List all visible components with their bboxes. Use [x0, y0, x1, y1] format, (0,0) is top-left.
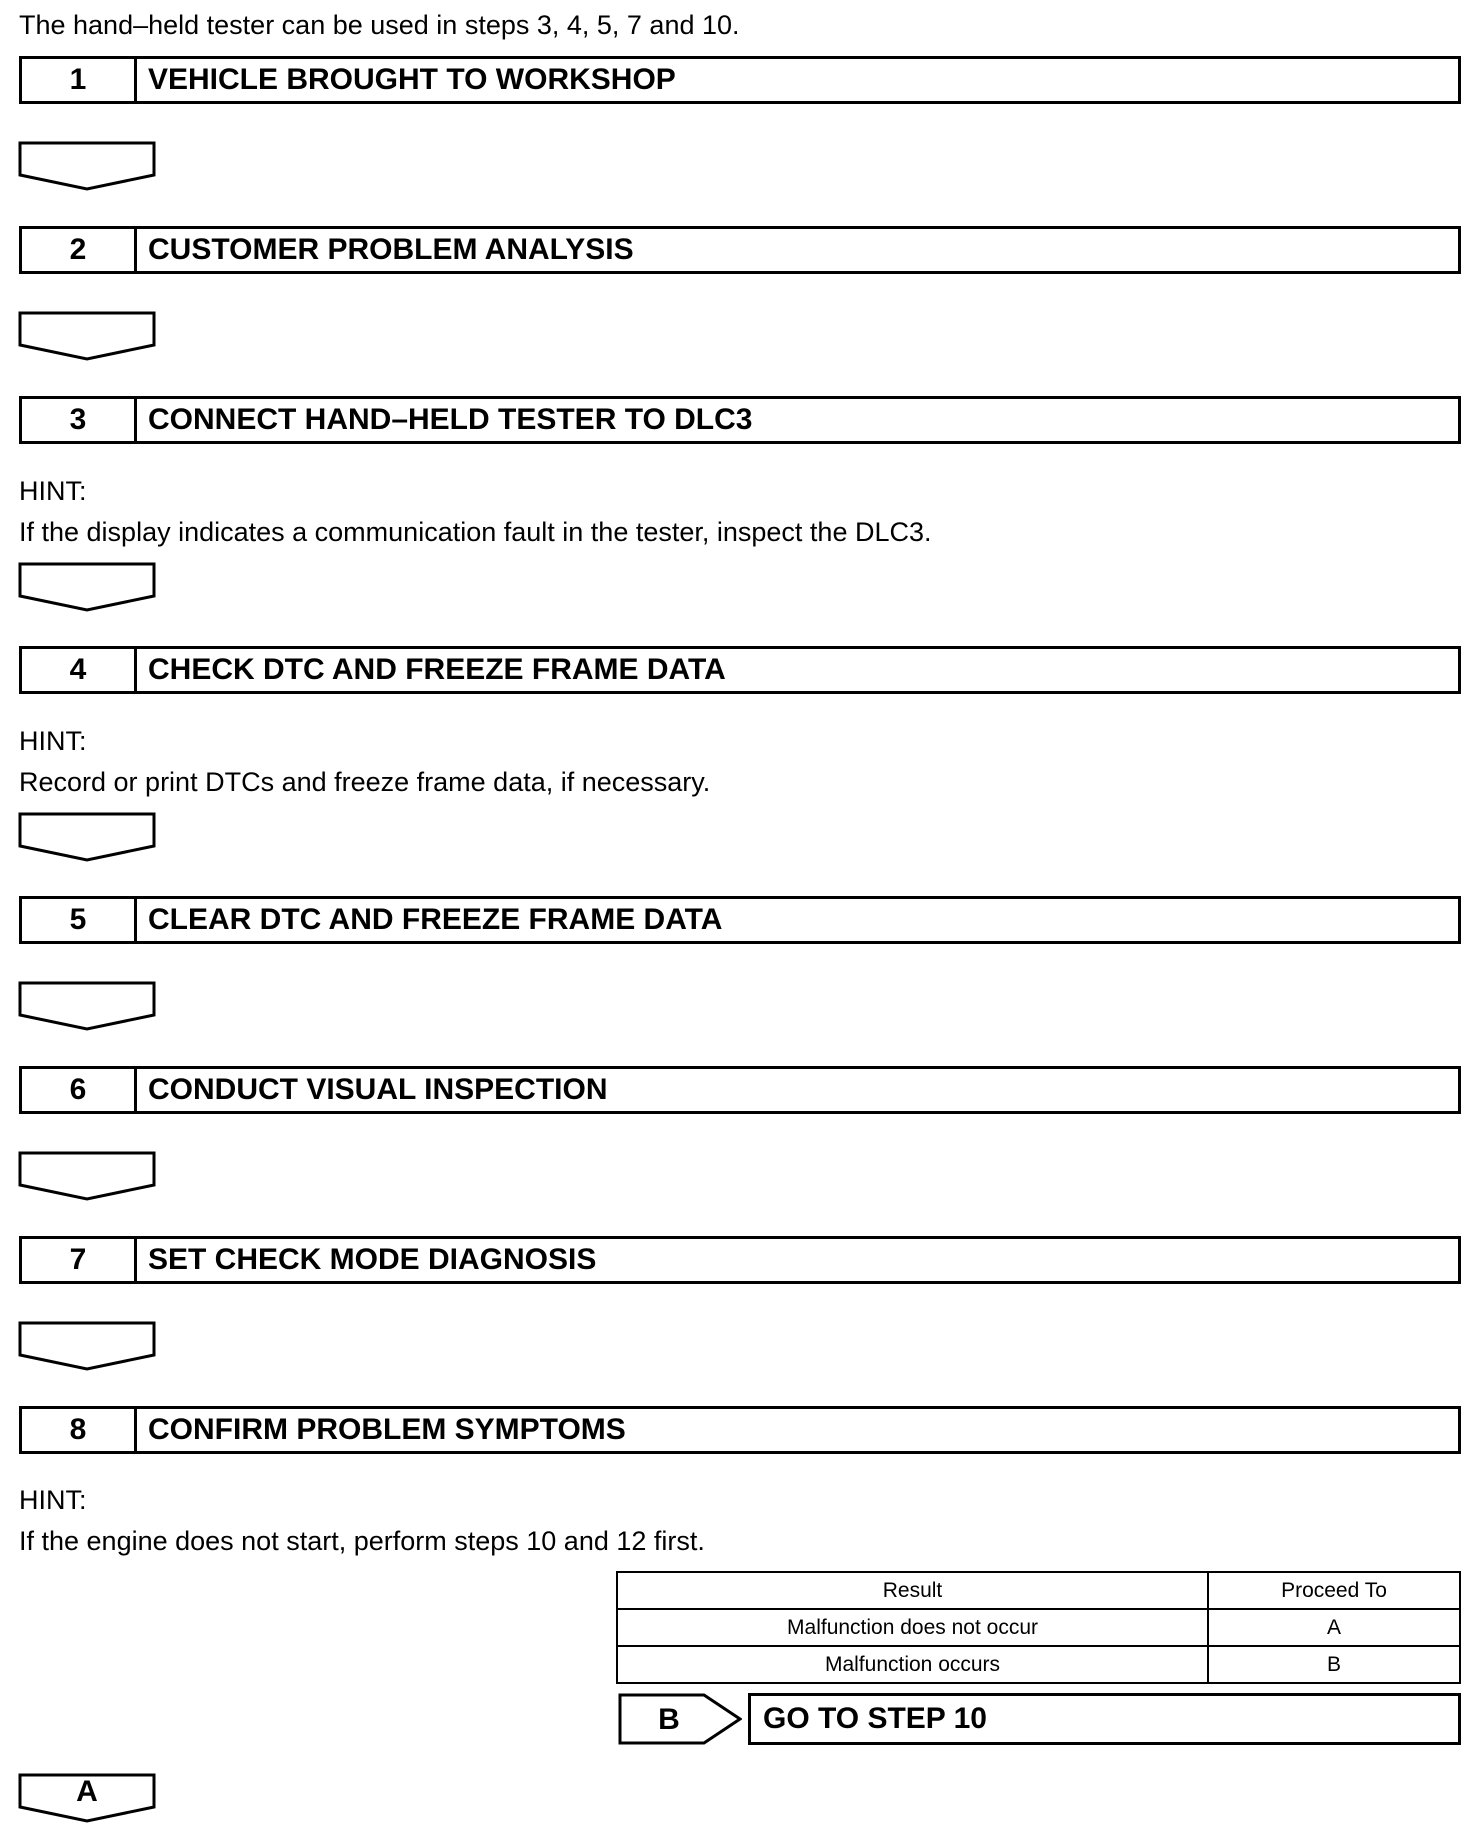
flow-arrow-icon	[18, 311, 156, 361]
step-number: 3	[22, 399, 137, 441]
result-table	[616, 1571, 1461, 1684]
step-4	[19, 646, 1461, 694]
step-number: 5	[22, 899, 137, 941]
step-number: 4	[22, 649, 137, 691]
flow-arrow-icon	[18, 562, 156, 612]
step-title: SET CHECK MODE DIAGNOSIS	[148, 1243, 597, 1276]
goto-text: GO TO STEP 10	[748, 1693, 1461, 1745]
hint-label: HINT:	[19, 726, 87, 756]
step-6	[19, 1066, 1461, 1114]
step-title: CONDUCT VISUAL INSPECTION	[148, 1073, 608, 1106]
table-cell-proceed-to: A	[1208, 1609, 1460, 1646]
step-title: CLEAR DTC AND FREEZE FRAME DATA	[148, 903, 723, 936]
branch-label: A	[76, 1775, 98, 1808]
flow-arrow-icon	[18, 1321, 156, 1371]
step-title: VEHICLE BROUGHT TO WORKSHOP	[148, 63, 676, 96]
hint-label: HINT:	[19, 476, 87, 506]
table-header-proceed-to: Proceed To	[1208, 1572, 1460, 1609]
flow-arrow-icon	[18, 981, 156, 1031]
table-header-row	[617, 1572, 1460, 1609]
step-7	[19, 1236, 1461, 1284]
step-1	[19, 56, 1461, 104]
table-cell-proceed-to: B	[1208, 1646, 1460, 1683]
flow-arrow-a	[18, 1773, 156, 1823]
flow-arrow-icon	[18, 141, 156, 191]
step-5	[19, 896, 1461, 944]
hint-label: HINT:	[19, 1485, 87, 1515]
step-8	[19, 1406, 1461, 1454]
table-cell-result: Malfunction does not occur	[617, 1609, 1208, 1646]
goto-step-10[interactable]	[618, 1693, 1461, 1745]
branch-label: B	[658, 1703, 680, 1736]
step-number: 1	[22, 59, 137, 101]
step-title: CHECK DTC AND FREEZE FRAME DATA	[148, 653, 726, 686]
step-2	[19, 226, 1461, 274]
hint-text: Record or print DTCs and freeze frame data, if necessary.	[19, 767, 711, 797]
step-number: 6	[22, 1069, 137, 1111]
step-number: 7	[22, 1239, 137, 1281]
table-cell-result: Malfunction occurs	[617, 1646, 1208, 1683]
step-3	[19, 396, 1461, 444]
step-number: 8	[22, 1409, 137, 1451]
step-title: CONNECT HAND–HELD TESTER TO DLC3	[148, 403, 753, 436]
step-title: CUSTOMER PROBLEM ANALYSIS	[148, 233, 634, 266]
flow-arrow-icon	[18, 812, 156, 862]
intro-text: The hand–held tester can be used in steps 3, 4, 5, 7 and 10.	[19, 10, 740, 40]
table-row	[617, 1609, 1460, 1646]
table-row	[617, 1646, 1460, 1683]
step-title: CONFIRM PROBLEM SYMPTOMS	[148, 1413, 626, 1446]
hint-text: If the engine does not start, perform steps 10 and 12 first.	[19, 1526, 705, 1556]
step-number: 2	[22, 229, 137, 271]
flow-arrow-icon	[18, 1151, 156, 1201]
table-header-result: Result	[617, 1572, 1208, 1609]
hint-text: If the display indicates a communication fault in the tester, inspect the DLC3.	[19, 517, 932, 547]
